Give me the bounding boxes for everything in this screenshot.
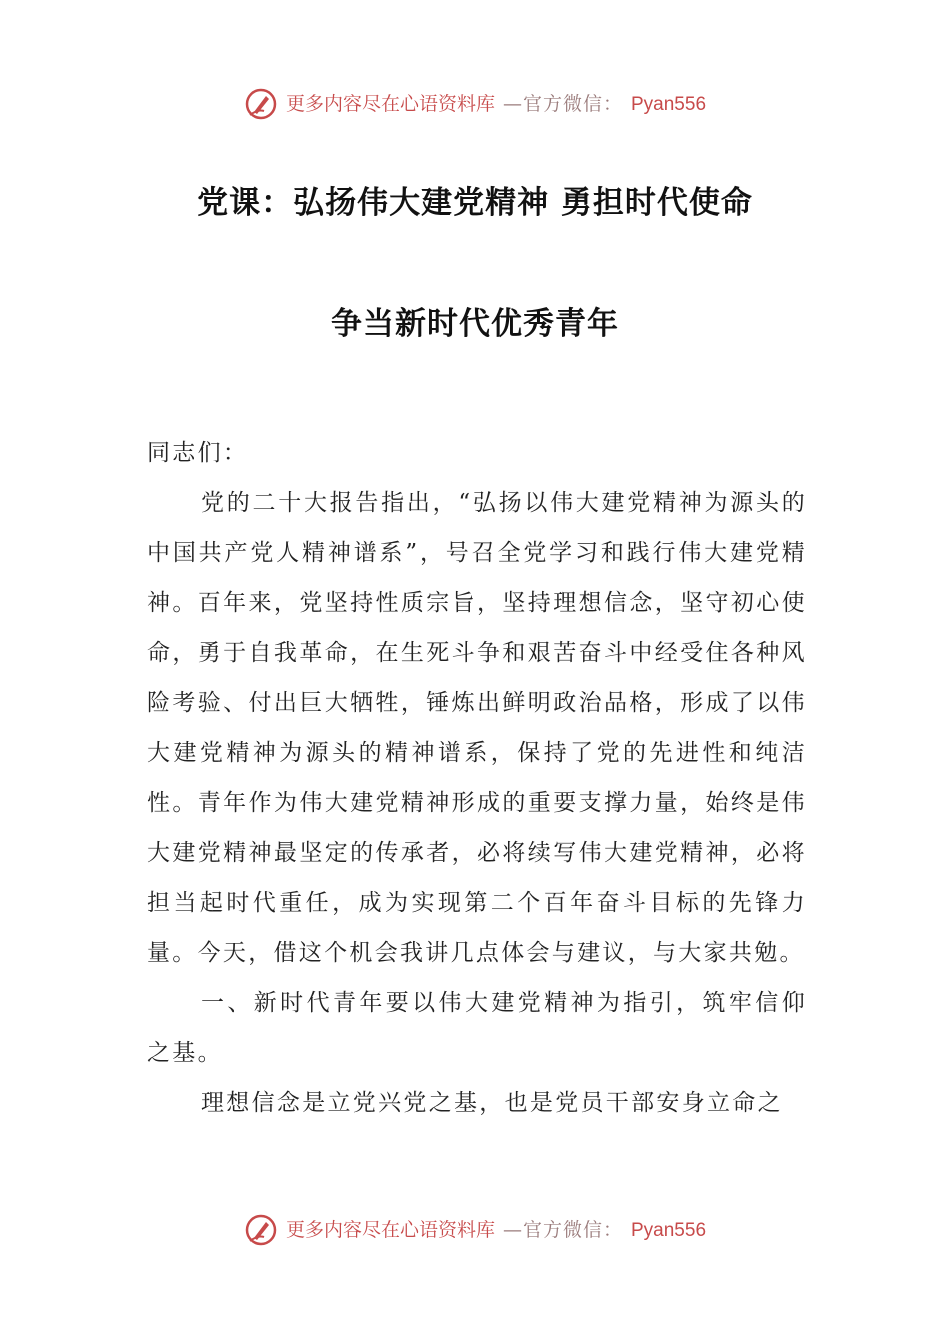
section-heading: 一、新时代青年要以伟大建党精神为指引，筑牢信仰之基。	[147, 990, 807, 1066]
salutation: 同志们：	[147, 440, 249, 466]
watermark-text-id: Pyan556	[631, 93, 707, 115]
watermark-text-main: 更多内容尽在心语资料库	[285, 92, 495, 115]
pen-logo-icon	[244, 1213, 278, 1247]
watermark-text-wechat: —官方微信：	[502, 92, 623, 115]
watermark-footer	[0, 1210, 950, 1250]
paragraph: 理想信念是立党兴党之基，也是党员干部安身立命之	[201, 1090, 783, 1116]
document-title-line1: 党课：弘扬伟大建党精神 勇担时代使命	[197, 185, 753, 221]
paragraph: 党的二十大报告指出，“弘扬以伟大建党精神为源头的中国共产党人精神谱系”，号召全党学习和践行伟大建党精神。百年来，党坚持性质宗旨，坚持理想信念，坚守初心使命，勇于自我革命，在生死斗争和艰苦奋斗中经受住各种风险考验、付出巨大牺牲，锤炼出鲜明政治品格，形成了以伟大建党精神为源头的精神谱系，保持了党的先进性和纯洁性。青年作为伟大建党精神形成的重要支撑力量，始终是伟大建党精神最坚定的传承者，必将续写伟大建党精神，必将担当起时代重任，成为实现第二个百年奋斗目标的先锋力量。今天，借这个机会我讲几点体会与建议，与大家共勉。	[147, 490, 807, 966]
watermark-text-main: 更多内容尽在心语资料库	[285, 1218, 495, 1241]
pen-logo-icon	[244, 87, 278, 121]
document-title-line2: 争当新时代优秀青年	[331, 306, 619, 342]
watermark-text-wechat: —官方微信：	[502, 1218, 623, 1241]
watermark-header	[0, 84, 950, 124]
document-body	[147, 428, 807, 1128]
watermark-text-id: Pyan556	[631, 1219, 707, 1241]
